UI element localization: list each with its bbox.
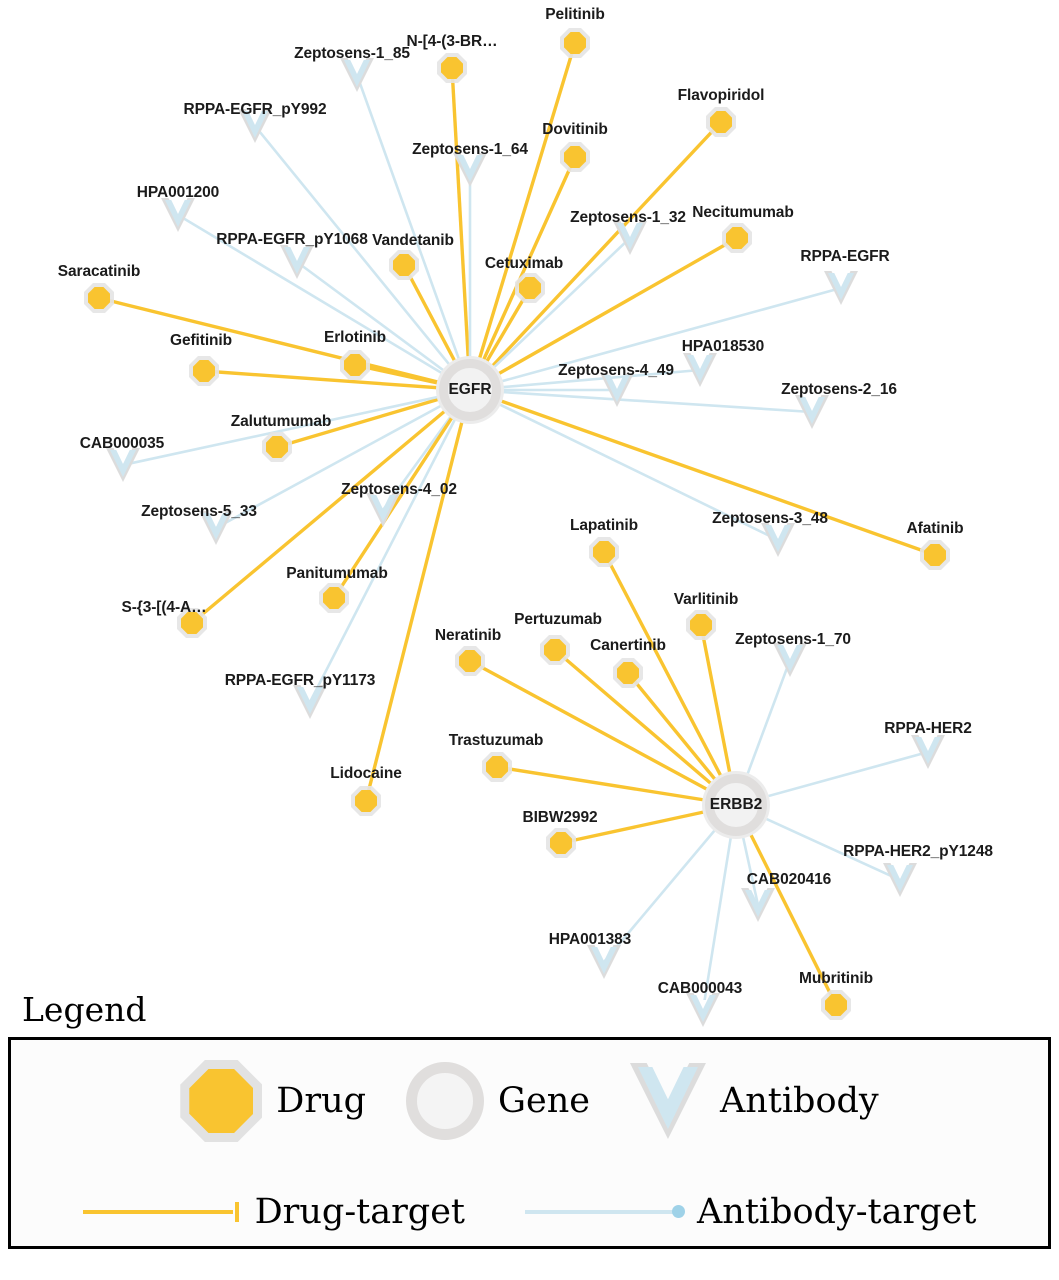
drug-octagon-icon	[920, 540, 950, 570]
drug-octagon-icon	[540, 635, 570, 665]
gene-circle-icon	[406, 1062, 484, 1140]
antibody-chevron-icon	[883, 863, 917, 897]
node-label: Canertinib	[590, 637, 666, 654]
node-label: RPPA-EGFR	[800, 248, 890, 265]
drug-octagon-icon	[560, 142, 590, 172]
node-label: Zeptosens-5_33	[141, 503, 257, 520]
drug-octagon-icon	[319, 583, 349, 613]
drug-node[interactable]	[589, 537, 619, 567]
edge-antibody-target	[310, 390, 470, 702]
legend-edges-row	[11, 1192, 1048, 1232]
node-label: Saracatinib	[57, 263, 141, 280]
node-label: S-{3-[(4-A…	[121, 599, 207, 616]
antibody-chevron-icon	[911, 735, 945, 769]
drug-octagon-icon	[686, 610, 716, 640]
node-label: HPA018530	[681, 338, 765, 355]
antibody-chevron-icon	[161, 198, 195, 232]
node-label: Zeptosens-4_02	[341, 481, 457, 498]
node-label: RPPA-HER2	[884, 720, 972, 737]
antibody-node[interactable]	[683, 353, 717, 387]
legend-title: Legend	[22, 990, 147, 1029]
drug-octagon-icon	[84, 283, 114, 313]
drug-octagon-icon	[389, 250, 419, 280]
gene-label: EGFR	[448, 381, 492, 398]
drug-octagon-icon	[437, 53, 467, 83]
gene-label: ERBB2	[709, 796, 763, 813]
legend-drug-label: Drug	[276, 1081, 367, 1121]
antibody-node[interactable]	[795, 395, 829, 429]
antibody-node[interactable]	[741, 888, 775, 922]
drug-octagon-icon	[351, 786, 381, 816]
node-label: Pertuzumab	[514, 611, 602, 628]
drug-octagon-icon	[722, 223, 752, 253]
drug-octagon-icon	[546, 828, 576, 858]
drug-node[interactable]	[319, 583, 349, 613]
drug-octagon-icon	[706, 107, 736, 137]
node-label: HPA001200	[136, 184, 220, 201]
node-label: Lidocaine	[330, 765, 402, 782]
antibody-chevron-icon	[630, 1063, 706, 1139]
antibody-node[interactable]	[340, 58, 374, 92]
legend-shapes-row	[11, 1060, 1048, 1142]
edge-drug-target	[470, 390, 935, 555]
antibody-chevron-icon	[280, 245, 314, 279]
node-label: Flavopiridol	[677, 87, 765, 104]
node-label: Zeptosens-1_64	[412, 141, 528, 158]
node-label: Varlitinib	[673, 591, 739, 608]
legend-item-antibody-target	[525, 1192, 976, 1232]
node-label: BIBW2992	[522, 809, 598, 826]
antibody-chevron-icon	[293, 685, 327, 719]
node-label: N-[4-(3-BR…	[406, 33, 498, 50]
node-label: Gefitinib	[170, 332, 232, 349]
gene-circle-icon	[439, 359, 501, 421]
legend-drug-target-label: Drug-target	[254, 1192, 465, 1232]
antibody-chevron-icon	[683, 353, 717, 387]
legend-item-drug-target	[83, 1192, 465, 1232]
antibody-node[interactable]	[587, 945, 621, 979]
legend	[8, 990, 1051, 1249]
node-label: Zeptosens-1_70	[735, 631, 851, 648]
gene-node-erbb2[interactable]	[705, 774, 767, 836]
drug-node[interactable]	[437, 53, 467, 83]
legend-item-drug	[180, 1060, 366, 1142]
node-label: Panitumumab	[286, 565, 388, 582]
node-label: Vandetanib	[372, 232, 454, 249]
node-label: Erlotinib	[324, 329, 386, 346]
drug-node[interactable]	[351, 786, 381, 816]
drug-octagon-icon	[560, 28, 590, 58]
node-label: Pelitinib	[545, 6, 605, 23]
node-label: RPPA-EGFR_pY1173	[224, 672, 376, 689]
antibody-node[interactable]	[761, 523, 795, 557]
drug-node[interactable]	[722, 223, 752, 253]
legend-item-antibody	[630, 1063, 879, 1139]
drug-octagon-icon	[340, 350, 370, 380]
node-label: Cetuximab	[484, 255, 564, 272]
node-label: Zalutumumab	[230, 413, 332, 430]
antibody-node[interactable]	[883, 863, 917, 897]
drug-node[interactable]	[189, 356, 219, 386]
drug-node[interactable]	[262, 432, 292, 462]
node-label: Zeptosens-2_16	[781, 381, 897, 398]
antibody-node[interactable]	[280, 245, 314, 279]
node-label: RPPA-EGFR_pY992	[183, 101, 327, 118]
drug-node[interactable]	[560, 28, 590, 58]
node-label: Lapatinib	[570, 517, 638, 534]
node-label: HPA001383	[548, 931, 632, 948]
gene-node-egfr[interactable]	[439, 359, 501, 421]
drug-node[interactable]	[540, 635, 570, 665]
drug-node[interactable]	[455, 646, 485, 676]
drug-node[interactable]	[686, 610, 716, 640]
legend-antibody-label: Antibody	[719, 1081, 879, 1121]
drug-node[interactable]	[613, 658, 643, 688]
drug-octagon-icon	[613, 658, 643, 688]
drug-node[interactable]	[706, 107, 736, 137]
node-label: Zeptosens-4_49	[558, 362, 674, 379]
antibody-chevron-icon	[106, 448, 140, 482]
node-label: CAB000035	[79, 435, 165, 452]
antibody-node[interactable]	[161, 198, 195, 232]
drug-octagon-icon	[262, 432, 292, 462]
node-label: Neratinib	[434, 627, 502, 644]
drug-octagon-icon	[180, 1060, 262, 1142]
antibody-chevron-icon	[824, 271, 858, 305]
drug-node[interactable]	[920, 540, 950, 570]
antibody-node[interactable]	[824, 271, 858, 305]
antibody-chevron-icon	[741, 888, 775, 922]
node-label: RPPA-EGFR_pY1068	[216, 231, 368, 248]
node-label: Mubritinib	[799, 970, 873, 987]
node-label: RPPA-HER2_pY1248	[843, 843, 993, 860]
legend-gene-label: Gene	[498, 1081, 590, 1121]
legend-item-gene	[406, 1062, 590, 1140]
node-label: Afatinib	[906, 520, 964, 537]
drug-octagon-icon	[515, 273, 545, 303]
legend-box	[8, 1037, 1051, 1249]
node-label: Zeptosens-1_32	[570, 209, 686, 226]
drug-node[interactable]	[482, 752, 512, 782]
node-label: Necitumumab	[692, 204, 794, 221]
antibody-chevron-icon	[587, 945, 621, 979]
node-label: Zeptosens-3_48	[712, 510, 828, 527]
drug-node[interactable]	[515, 273, 545, 303]
drug-node[interactable]	[546, 828, 576, 858]
node-label: CAB000043	[657, 980, 743, 997]
node-label: Zeptosens-1_85	[294, 45, 410, 62]
drug-octagon-icon	[189, 356, 219, 386]
antibody-chevron-icon	[340, 58, 374, 92]
antibody-target-edge-icon	[525, 1200, 685, 1224]
gene-circle-icon	[705, 774, 767, 836]
drug-octagon-icon	[455, 646, 485, 676]
edge-drug-target	[452, 68, 470, 390]
drug-octagon-icon	[482, 752, 512, 782]
drug-target-edge-icon	[83, 1200, 243, 1224]
node-label: Trastuzumab	[448, 732, 544, 749]
antibody-node[interactable]	[911, 735, 945, 769]
legend-antibody-target-label: Antibody-target	[697, 1192, 977, 1232]
drug-node[interactable]	[340, 350, 370, 380]
antibody-node[interactable]	[106, 448, 140, 482]
node-label: CAB020416	[746, 871, 832, 888]
antibody-node[interactable]	[293, 685, 327, 719]
drug-node[interactable]	[84, 283, 114, 313]
node-label: Dovitinib	[542, 121, 608, 138]
drug-octagon-icon	[589, 537, 619, 567]
antibody-chevron-icon	[761, 523, 795, 557]
drug-node[interactable]	[560, 142, 590, 172]
drug-node[interactable]	[389, 250, 419, 280]
antibody-chevron-icon	[795, 395, 829, 429]
